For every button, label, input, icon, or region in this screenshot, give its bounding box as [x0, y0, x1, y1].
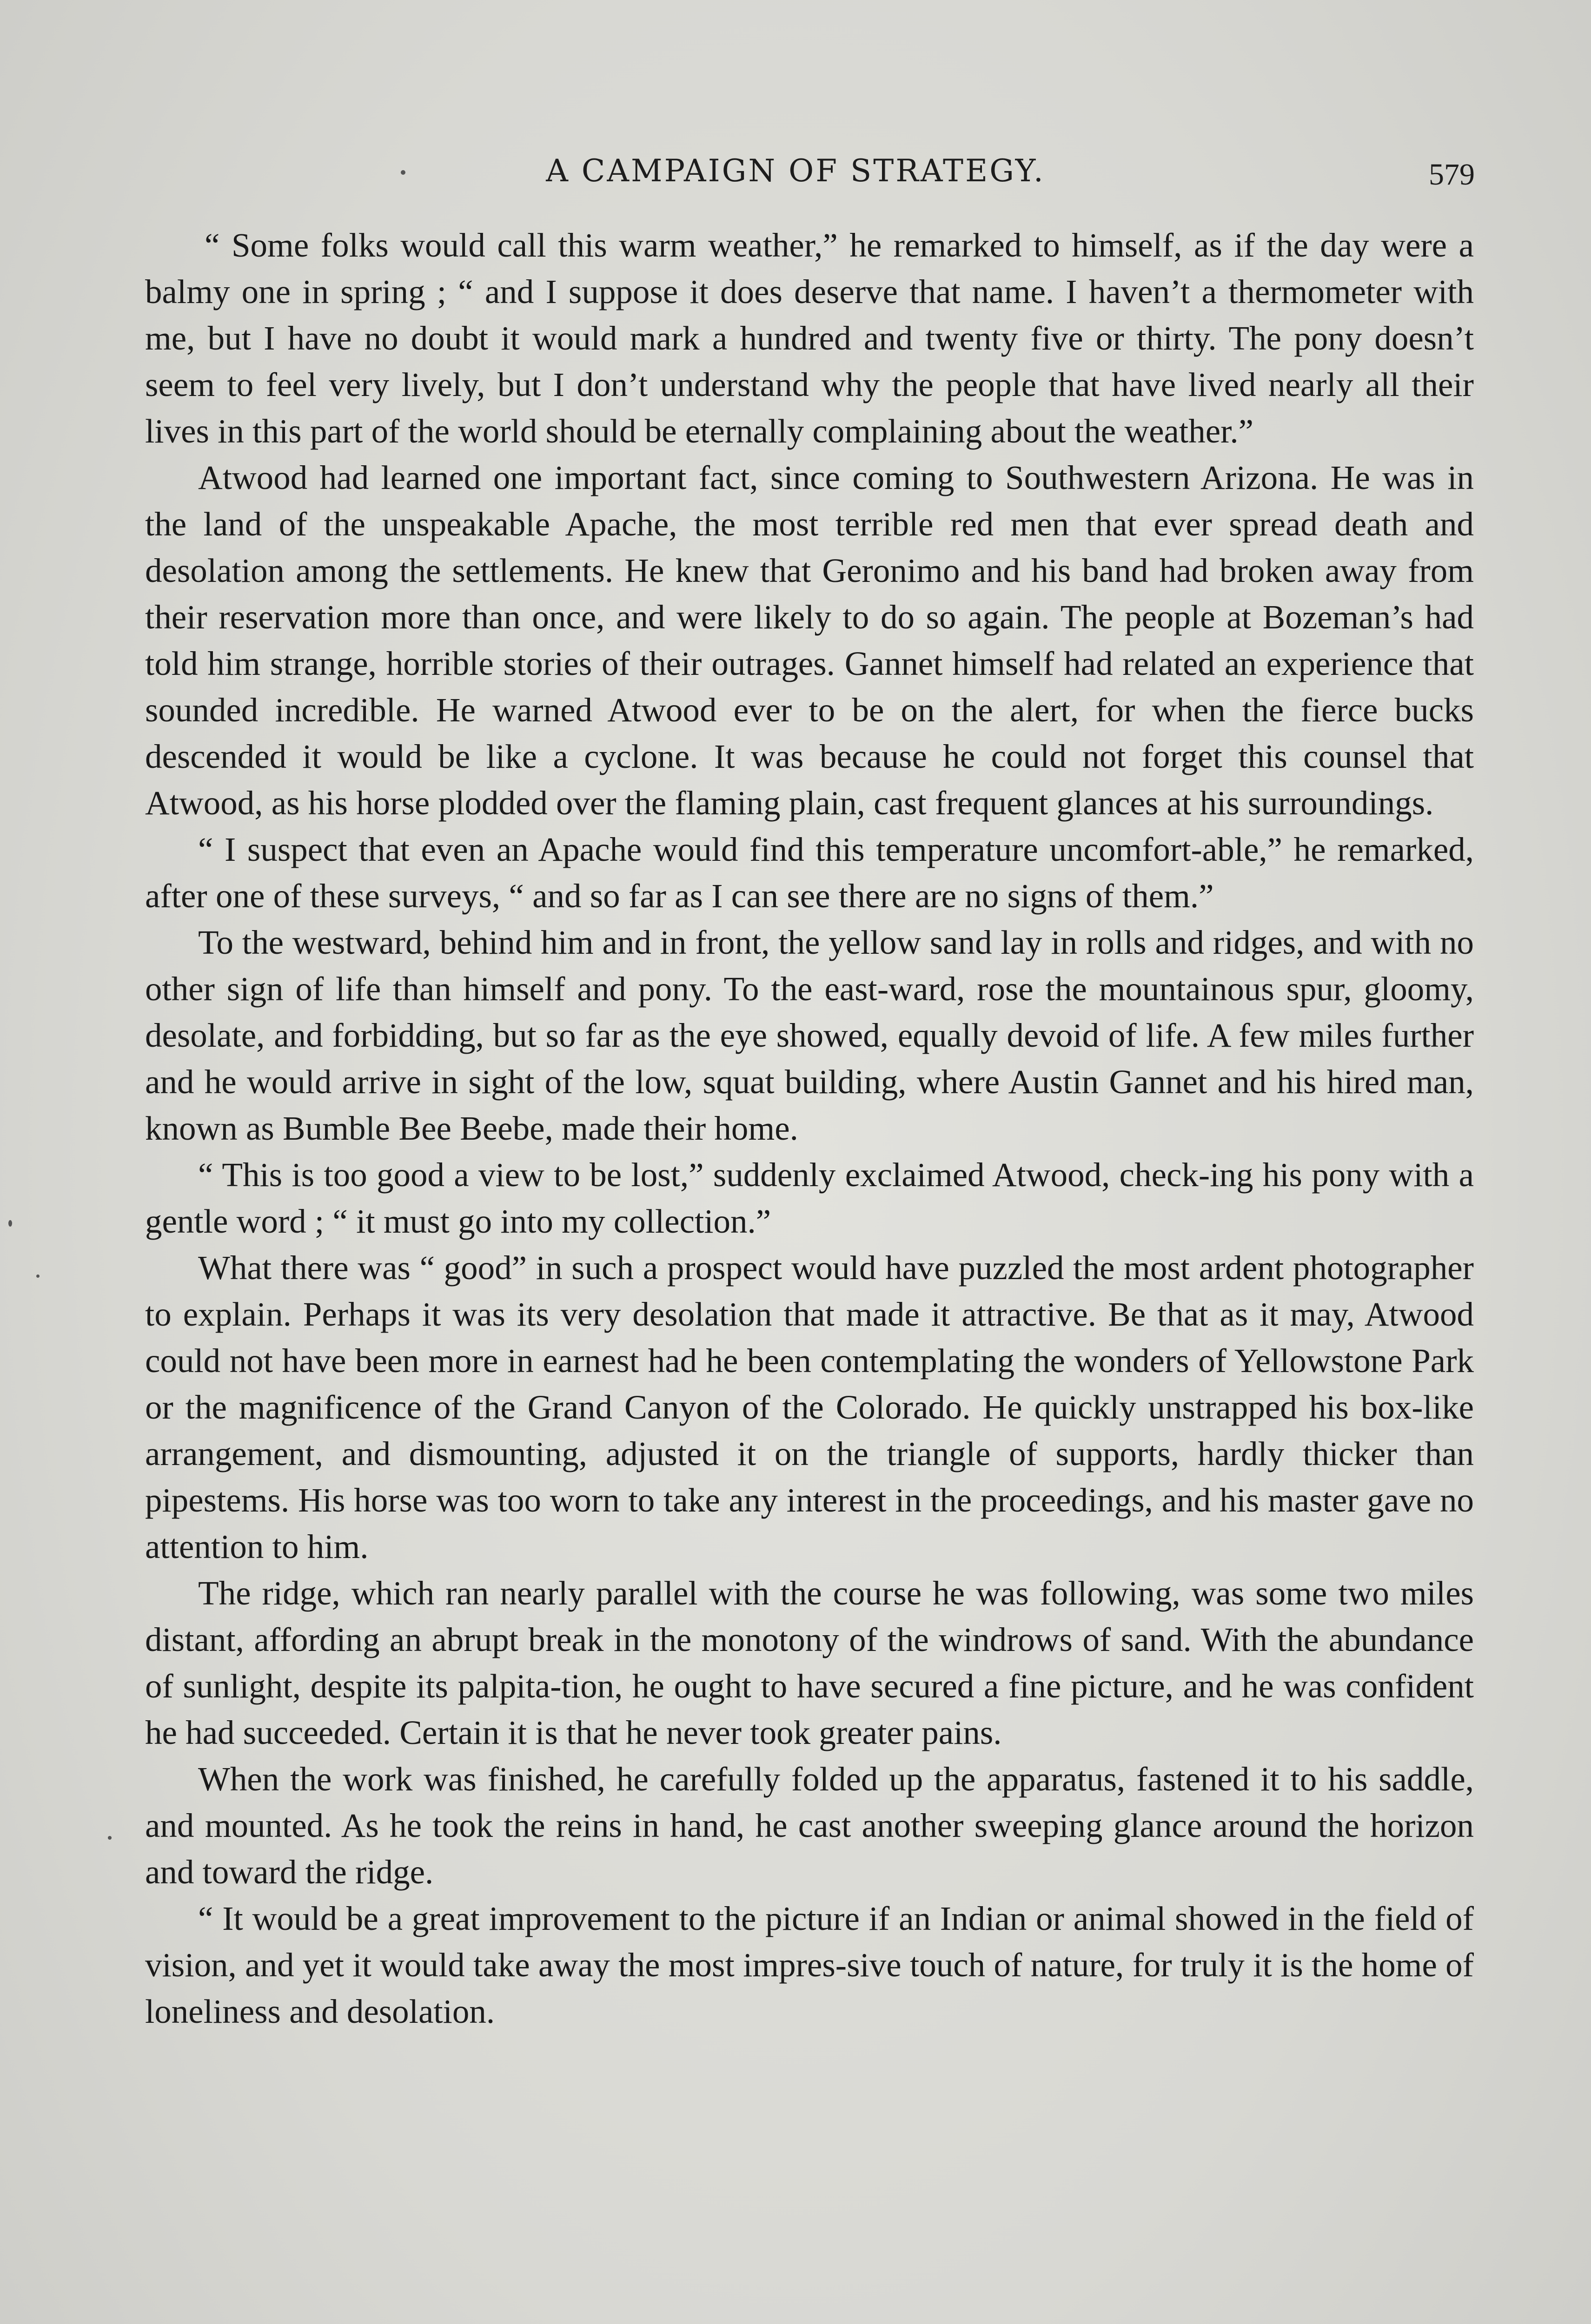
paragraph: “ I suspect that even an Apache would find this temperature uncomfort-able,” he remarked, after one of these surveys, “ and so far as I can see there are no signs of them.” [145, 831, 1474, 915]
scan-speck [108, 1836, 112, 1840]
running-title: A CAMPAIGN OF STRATEGY. [546, 153, 1045, 189]
paragraph: “ It would be a great improvement to the picture if an Indian or animal showed in the field of vision, and yet it would take away the most impres-sive touch of nature, for truly it is the home of loneliness and desolation. [145, 1900, 1474, 2030]
page-number: 579 [1429, 158, 1475, 191]
scan-speck [36, 1274, 40, 1278]
body-text [145, 222, 1474, 2035]
paragraph: “ Some folks would call this warm weather,” he remarked to himself, as if the day were a balmy one in spring ; “ and I suppose it does deserve that name. I haven’t a thermometer with me, but I have no doubt it would mark a hundred and twenty five or thirty. The pony doesn’t seem to feel very lively, but I don’t understand why the people that have lived nearly all their lives in this part of the world should be eternally complaining about the weather.” [145, 226, 1474, 450]
paragraph: To the westward, behind him and in front, the yellow sand lay in rolls and ridges, and with no other sign of life than himself and pony. To the east-ward, rose the mountainous spur, gloomy, desolate, and forbidding, but so far as the eye showed, equally devoid of life. A few miles further and he would arrive in sight of the low, squat building, where Austin Gannet and his hired man, known as Bumble Bee Beebe, made their home. [145, 924, 1474, 1147]
paragraph: Atwood had learned one important fact, since coming to Southwestern Arizona. He was in the land of the unspeakable Apache, the most terrible red men that ever spread death and desolation among the settlements. He knew that Geronimo and his band had broken away from their reservation more than once, and were likely to do so again. The people at Bozeman’s had told him strange, horrible stories of their outrages. Gannet himself had related an experience that sounded incredible. He warned Atwood ever to be on the alert, for when the fierce bucks descended it would be like a cyclone. It was because he could not forget this counsel that Atwood, as his horse plodded over the flaming plain, cast frequent glances at his surroundings. [145, 459, 1474, 822]
paragraph: When the work was finished, he carefully folded up the apparatus, fastened it to his saddle, and mounted. As he took the reins in hand, he cast another sweeping glance around the horizon and toward the ridge. [145, 1760, 1474, 1891]
scan-speck [8, 1220, 12, 1227]
paragraph: The ridge, which ran nearly parallel with the course he was following, was some two miles distant, affording an abrupt break in the monotony of the windrows of sand. With the abundance of sunlight, despite its palpita-tion, he ought to have secured a fine picture, and he was confident he had succeeded. Certain it is that he never took greater pains. [145, 1574, 1474, 1751]
paragraph: What there was “ good” in such a prospect would have puzzled the most ardent photographer to explain. Perhaps it was its very desolation that made it attractive. Be that as it may, Atwood could not have been more in earnest had he been contemplating the wonders of Yellowstone Park or the magnificence of the Grand Canyon of the Colorado. He quickly unstrapped his box-like arrangement, and dismounting, adjusted it on the triangle of supports, hardly thicker than pipestems. His horse was too worn to take any interest in the proceedings, and his master gave no attention to him. [145, 1249, 1474, 1565]
paragraph: “ This is too good a view to be lost,” suddenly exclaimed Atwood, check-ing his pony with a gentle word ; “ it must go into my collection.” [145, 1156, 1474, 1240]
page-header [0, 148, 1591, 199]
